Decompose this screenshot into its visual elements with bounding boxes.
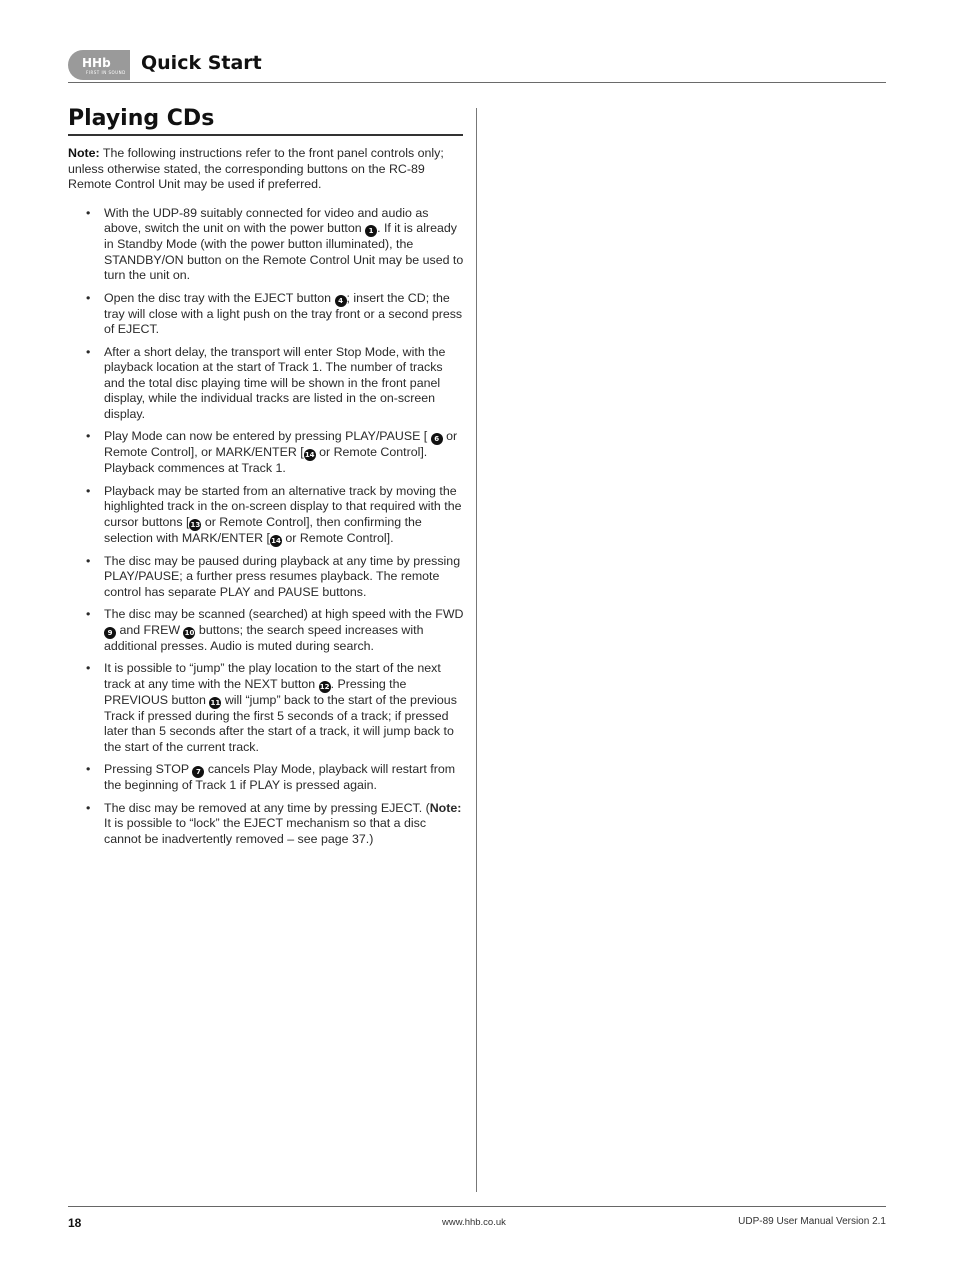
column-divider	[476, 108, 477, 1192]
button-ref-icon: 6	[431, 433, 443, 445]
list-item: • The disc may be removed at any time by pressing EJECT. (Note: It is possible to “lock” the EJECT mechanism so that a disc cannot be inadvertently removed – see page 37.)	[68, 801, 466, 848]
page-number: 18	[68, 1216, 82, 1230]
list-item: • It is possible to “jump” the play location to the start of the next track at any time with the NEXT button 12. Pressing the PREVIOUS button 11 will “jump” back to the start of the previous Track if pressed during the first 5 seconds of a track; if pressed later than 5 seconds after the start of a track, it will jump back to the start of the current track.	[68, 661, 466, 755]
button-ref-icon: 10	[184, 628, 195, 637]
list-item: • Open the disc tray with the EJECT button 4 ; insert the CD; the tray will close with a light push on the tray front or a second press of EJECT.	[68, 291, 466, 338]
intro-note	[68, 146, 466, 193]
button-ref-icon: 11	[210, 698, 221, 707]
list-item: • The disc may be paused during playback at any time by pressing PLAY/PAUSE; a further press resumes playback. The remote control has separate PLAY and PAUSE buttons.	[68, 554, 466, 601]
footer-url: www.hhb.co.uk	[442, 1217, 506, 1228]
list-item: • With the UDP-89 suitably connected for video and audio as above, switch the unit on with the power button 1 . If it is already in Standby Mode (with the power button illuminated), the STANDBY/ON button on the Remote Control Unit may be used to turn the unit on.	[68, 206, 466, 284]
button-ref-icon: 14	[304, 451, 315, 459]
instruction-list	[68, 206, 466, 848]
button-ref-icon: 12	[319, 682, 330, 691]
page-title: Playing CDs	[68, 106, 463, 136]
footer-version: UDP-89 User Manual Version 2.1	[738, 1216, 886, 1227]
logo-subtext: FIRST IN SOUND	[86, 70, 126, 75]
footer-divider	[68, 1206, 886, 1207]
button-ref-icon: 14	[271, 536, 281, 545]
button-ref-icon: 13	[190, 520, 201, 529]
logo-text: HHb	[82, 56, 111, 70]
list-item: • Playback may be started from an alternative track by moving the highlighted track in the on-screen display to that required with the cursor buttons [13 or Remote Control], then confirming the selection with MARK/ENTER [14 or Remote Control].	[68, 484, 466, 547]
note-label: Note:	[429, 800, 462, 815]
button-ref-icon: 9	[104, 627, 116, 639]
list-item: • Pressing STOP 7 cancels Play Mode, playback will restart from the beginning of Track 1 if PLAY is pressed again.	[68, 762, 466, 794]
hhb-logo	[68, 50, 130, 80]
list-item: • The disc may be scanned (searched) at high speed with the FWD 9 and FREW 10 buttons; the search speed increases with additional presses. Audio is muted during search.	[68, 607, 466, 654]
list-item: • After a short delay, the transport will enter Stop Mode, with the playback location at the start of Track 1. The number of tracks and the total disc playing time will be shown in the front panel display, while the individual tracks are listed in the on-screen display.	[68, 345, 466, 423]
note-label: Note:	[68, 146, 100, 160]
button-ref-icon: 1	[365, 225, 377, 237]
button-ref-icon: 4	[335, 295, 347, 307]
section-title: Quick Start	[141, 52, 262, 74]
note-text: The following instructions refer to the front panel controls only; unless otherwise stated, the corresponding buttons on the RC-89 Remote Control Unit may be used if preferred.	[68, 146, 444, 191]
main-content	[68, 146, 466, 854]
button-ref-icon: 7	[192, 766, 204, 778]
page-header	[68, 48, 886, 83]
list-item: • Play Mode can now be entered by pressing PLAY/PAUSE [ 6 or Remote Control], or MARK/ENTER [14 or Remote Control]. Playback commences at Track 1.	[68, 429, 466, 477]
